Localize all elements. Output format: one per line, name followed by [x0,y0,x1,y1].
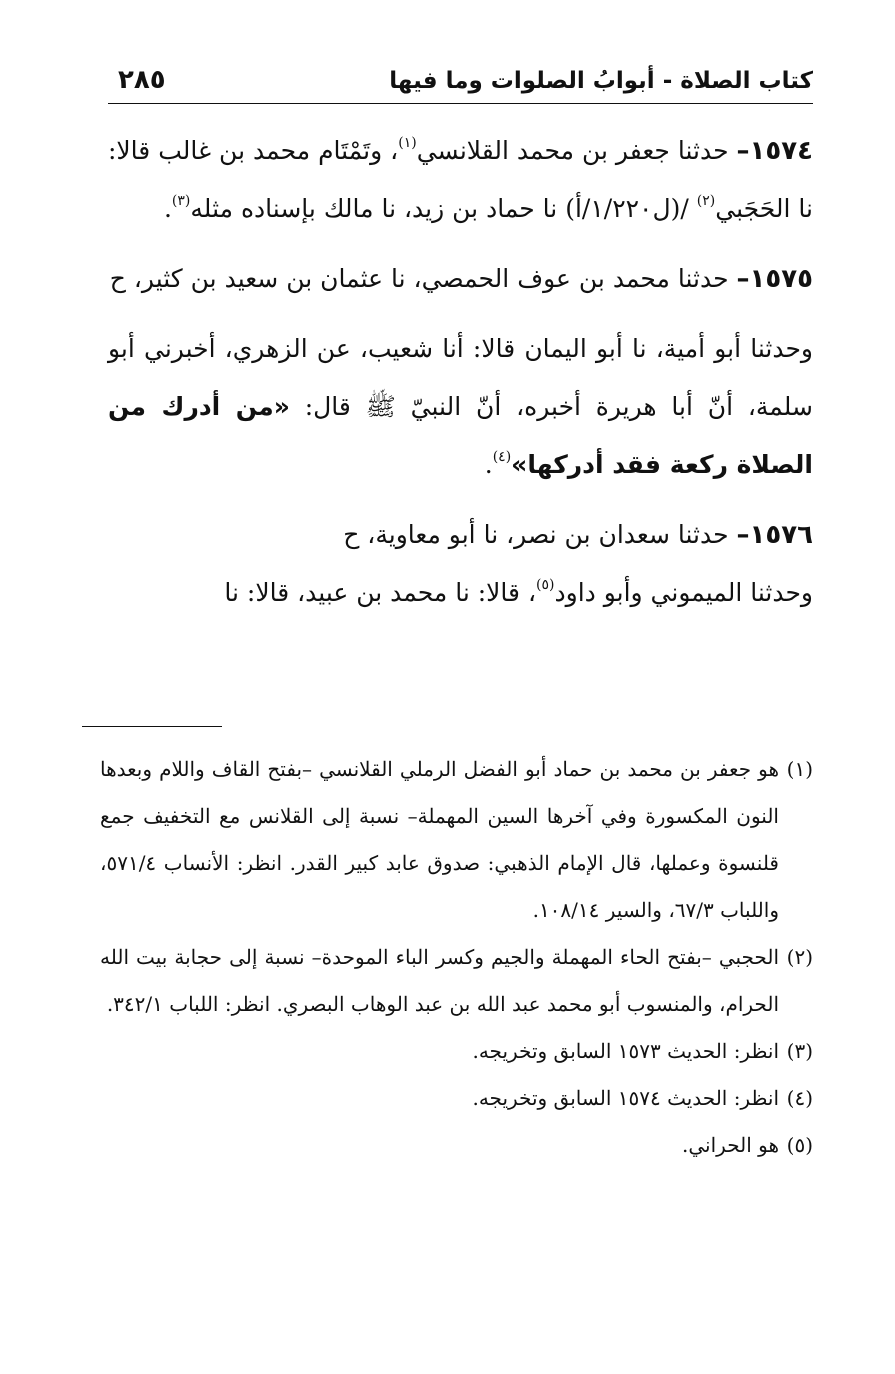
hadith-1576 [108,506,813,564]
header-rule [108,103,813,104]
footnote-text: انظر: الحديث ١٥٧٣ السابق وتخريجه. [472,1039,779,1063]
footnote-marker: (٤) [786,1086,813,1110]
footnote-separator [82,726,222,727]
footnote-ref: (٣) [171,193,191,209]
running-title: كتاب الصلاة - أبوابُ الصلوات وما فيها [389,68,813,94]
hadith-1576-continued [108,564,813,622]
hadith-text: ، وتَمْتَام محمد بن غالب قالا: نا الحَجَبي [108,136,813,223]
footnote-text: انظر: الحديث ١٥٧٤ السابق وتخريجه. [472,1086,779,1110]
hadith-text: . [163,194,172,223]
page-number: ٢٨٥ [118,65,166,95]
footnote-marker: (٥) [786,1133,813,1157]
footnote [100,1075,813,1122]
prophetic-quote: «من أدرك من الصلاة ركعة فقد أدركها» [108,392,813,479]
footnote-text: هو جعفر بن محمد بن حماد أبو الفضل الرملي القلانسي –بفتح القاف واللام وبعدها النون المكسورة وفي آخرها السين المهملة– نسبة إلى القلانس مع التخفيف جمع قلنسوة وعملها، قال الإمام الذهبي: صدوق عابد كبير القدر. انظر: الأنساب ٥٧١/٤، واللباب ٦٧/٣، والسير ١٠٨/١٤. [100,757,779,922]
hadith-1575 [108,250,813,308]
footnote-marker: (٢) [786,945,813,969]
footnote-marker: (٣) [786,1039,813,1063]
hadith-number: ١٥٧٤– [736,136,813,166]
hadith-text: حدثنا محمد بن عوف الحمصي، نا عثمان بن سعيد بن كثير، ح [109,264,737,293]
hadith-text: /(ل١/٢٢٠/أ) نا حماد بن زيد، نا مالك بإسناده مثله [190,194,697,223]
footnote [100,1122,813,1169]
footnote [100,1028,813,1075]
hadith-text: وحدثنا أبو أمية، نا أبو اليمان قالا: أنا شعيب، عن الزهري، أخبرني أبو سلمة، أنّ أبا هريرة أخبره، أنّ النبيّ ﷺ قال: [108,334,813,421]
footnote [100,934,813,1028]
footnote [100,746,813,934]
main-text [108,122,813,622]
hadith-text: وحدثنا الميموني وأبو داود [554,578,813,607]
footnote-ref: (٥) [536,577,555,593]
footnote-marker: (١) [786,757,813,781]
hadith-1574 [108,122,813,238]
footnotes [100,746,813,1169]
hadith-text: حدثنا سعدان بن نصر، نا أبو معاوية، ح [343,520,737,549]
hadith-text: ، قالا: نا محمد بن عبيد، قالا: نا [224,578,537,607]
footnote-ref: (٤) [492,449,512,465]
footnote-text: الحجبي –بفتح الحاء المهملة والجيم وكسر الباء الموحدة– نسبة إلى حجابة بيت الله الحرام، والمنسوب أبو محمد عبد الله بن عبد الوهاب البصري. انظر: اللباب ٣٤٢/١. [100,945,779,1016]
page-header [108,60,813,104]
hadith-text: حدثنا جعفر بن محمد القلانسي [416,136,737,165]
hadith-number: ١٥٧٥– [736,264,813,294]
footnote-text: هو الحراني. [682,1133,779,1157]
hadith-number: ١٥٧٦– [736,520,813,550]
hadith-1575-continued [108,320,813,494]
hadith-text: . [484,450,493,479]
footnote-ref: (١) [398,135,417,151]
footnote-ref: (٢) [696,193,716,209]
